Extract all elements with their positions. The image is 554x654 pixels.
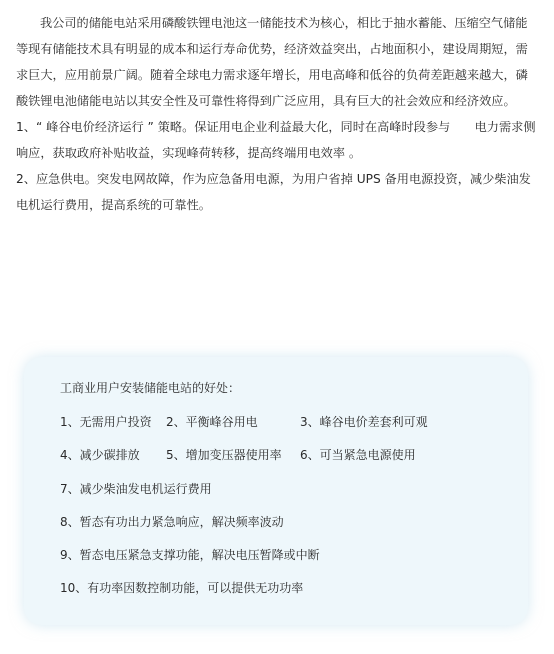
benefit-item-6: 6、可当紧急电源使用 (300, 448, 416, 462)
strategy-item-1: 1、“ 峰谷电价经济运行 ” 策略。保证用电企业利益最大化，同时在高峰时段参与 电力需求侧响应，获取政府补贴收益，实现峰荷转移，提高终端用电效率 。 (16, 120, 536, 160)
benefit-item-9: 9、暂态电压紧急支撑功能，解决电压暂降或中断 (60, 548, 320, 562)
intro-section (16, 10, 538, 218)
benefit-item-5: 5、增加变压器使用率 (166, 448, 282, 462)
benefit-item-8: 8、暂态有功出力紧急响应，解决频率波动 (60, 515, 284, 529)
benefit-item-2: 2、平衡峰谷用电 (166, 415, 258, 429)
benefit-item-7: 7、减少柴油发电机运行费用 (60, 482, 212, 496)
intro-paragraph: 我公司的储能电站采用磷酸铁锂电池这一储能技术为核心，相比于抽水蓄能、压缩空气储能等现有储能技术具有明显的成本和运行寿命优势，经济效益突出，占地面积小，建设周期短，需求巨大，应用前景广阔。随着全球电力需求逐年增长，用电高峰和低谷的负荷差距越来越大，磷酸铁锂电池储能电站以其安全性及可靠性将得到广泛应用，具有巨大的社会效应和经济效应。 (16, 16, 528, 108)
benefits-card (24, 357, 528, 625)
benefit-item-10: 10、有功率因数控制功能，可以提供无功功率 (60, 581, 304, 595)
benefit-item-4: 4、减少碳排放 (60, 448, 140, 462)
benefits-title: 工商业用户安装储能电站的好处： (60, 381, 241, 395)
benefit-item-1: 1、无需用户投资 (60, 415, 152, 429)
benefit-item-3: 3、峰谷电价差套利可观 (300, 415, 428, 429)
strategy-item-2: 2、应急供电。突发电网故障，作为应急备用电源，为用户省掉 UPS 备用电源投资，减少柴油发电机运行费用，提高系统的可靠性。 (16, 172, 531, 212)
